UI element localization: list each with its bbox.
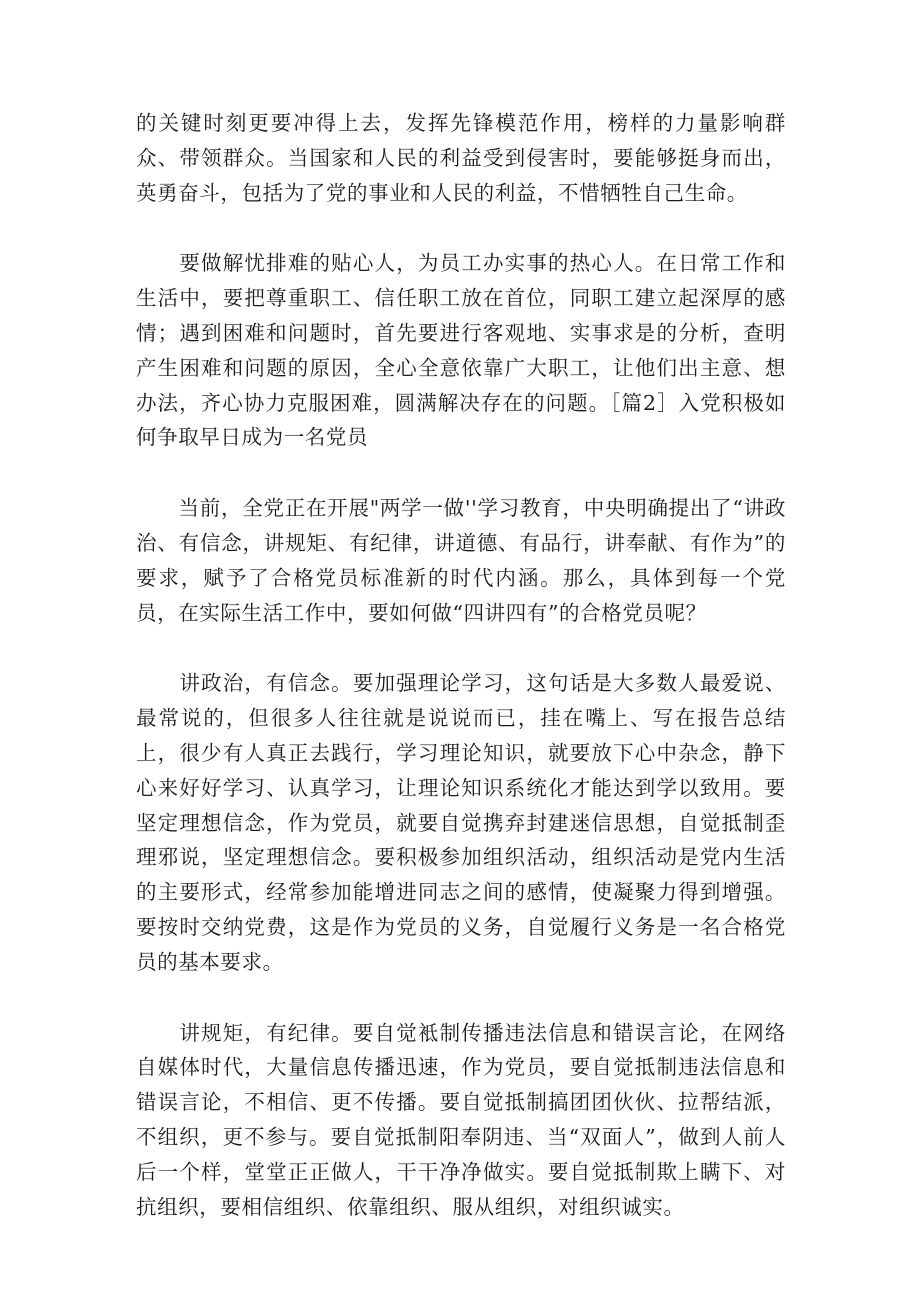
paragraph-4: 讲政治，有信念。要加强理论学习，这句话是大多数人最爱说、最常说的，但很多人往往就是说说而已，挂在嘴上、写在报告总结上，很少有人真正去践行，学习理论知识，就要放下心中杂念，静下心来好好学习、认真学习，让理论知识系统化才能达到学以致用。要坚定理想信念，作为党员，就要自觉携弃封建迷信思想，自觉抵制歪理邪说，坚定理想信念。要积极参加组织活动，组织活动是党内生活的主要形式，经常参加能增进同志之间的感情，使凝聚力得到增强。要按时交纳党费，这是作为党员的义务，自觉履行义务是一名合格党员的基本要求。 (136, 671, 786, 974)
paragraph-3: 当前，全党正在开展"两学一做''学习教育，中央明确提出了“讲政治、有信念，讲规矩、有纪律，讲道德、有品行，讲奉献、有作为”的要求，赋予了合格党员标准新的时代内涵。那么，具体到每一个党员，在实际生活工作中，要如何做“四讲四有”的合格党员呢？ (136, 496, 786, 625)
paragraph-spacer (136, 210, 786, 246)
paragraph-spacer (136, 455, 786, 491)
paragraph-2: 要做解忧排难的贴心人，为员工办实事的热心人。在日常工作和生活中，要把尊重职工、信任职工放在首位，同职工建立起深厚的感情；遇到困难和问题时，首先要进行客观地、实事求是的分析，查明产生困难和问题的原因，全心全意依靠广大职工，让他们出主意、想办法，齐心协力克服困难，圆满解决存在的问题。［篇2］入党积极如何争取早日成为一名党员 (136, 251, 786, 450)
paragraph-spacer (136, 630, 786, 666)
paragraph-spacer (136, 980, 786, 1016)
document-body (136, 106, 786, 1224)
paragraph-5: 讲规矩，有纪律。要自觉袛制传播违法信息和错误言论，在网络自媒体时代，大量信息传播迅速，作为党员，要自觉抵制违法信息和错误言论，不相信、更不传播。要自觉抵制搞团团伙伙、拉帮结派，不组织，更不参与。要自觉抵制阳奉阴违、当“双面人”，做到人前人后一个样，堂堂正正做人，干干净净做实。要自觉抵制欺上瞒下、对抗组织，要相信组织、依靠组织、服从组织，对组织诚实。 (136, 1020, 786, 1219)
paragraph-1: 的关键时刻更要冲得上去，发挥先锋模范作用，榜样的力量影响群众、带领群众。当国家和人民的利益受到侵害时，要能够挺身而出，英勇奋斗，包括为了党的事业和人民的利益，不惜牺牲自己生命。 (136, 111, 786, 205)
